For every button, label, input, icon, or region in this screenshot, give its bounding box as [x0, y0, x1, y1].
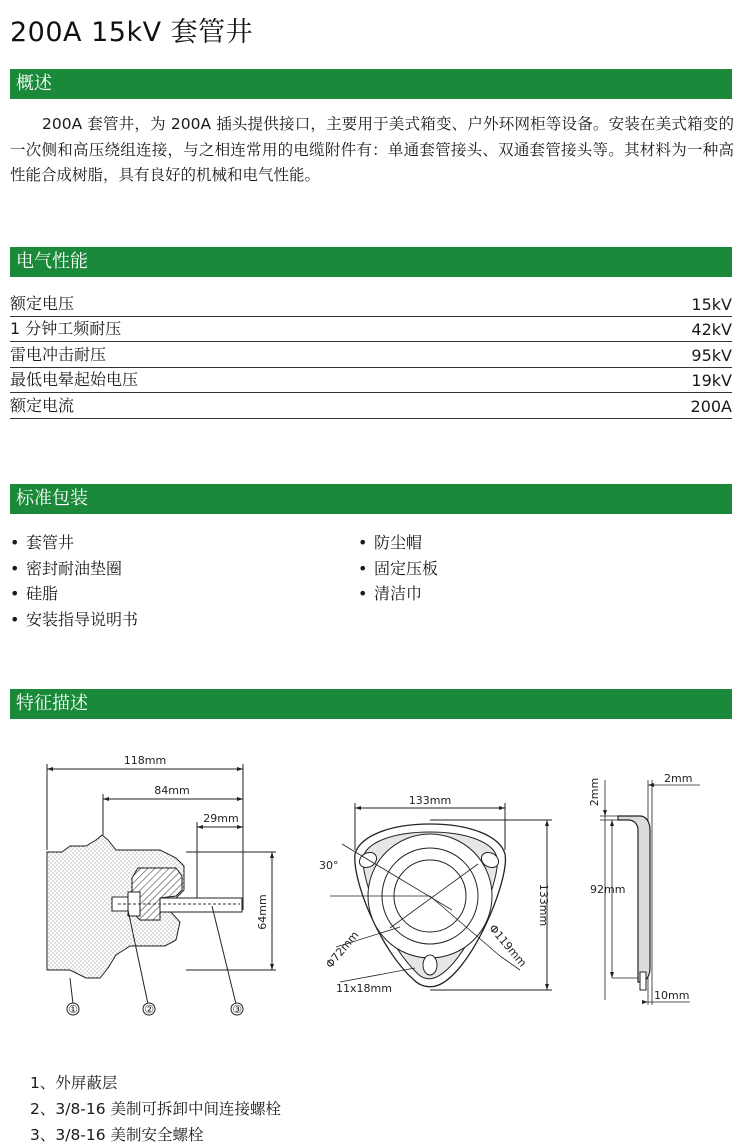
page-title: 200A 15kV 套管井 — [10, 17, 254, 48]
bullet: • — [358, 533, 368, 552]
technical-drawing — [0, 740, 740, 1040]
list-item-label: 密封耐油垫圈 — [26, 558, 123, 578]
list-item — [10, 556, 138, 582]
spec-label: 额定电流 — [10, 395, 75, 415]
callout-3: ③ — [232, 1003, 242, 1016]
section-header-overview: 概述 — [10, 69, 732, 99]
legend-item: 1、外屏蔽层 — [30, 1074, 118, 1092]
spec-value: 15kV — [691, 294, 732, 314]
list-item — [10, 581, 138, 607]
list-item — [10, 607, 138, 633]
side-view — [47, 764, 276, 1004]
package-list-left — [10, 530, 138, 633]
dim-angle: 30° — [319, 859, 339, 872]
dim-29: 29mm — [203, 812, 239, 825]
spec-label: 雷电冲击耐压 — [10, 344, 107, 364]
section-header-electrical: 电气性能 — [10, 247, 732, 277]
spec-value: 19kV — [691, 371, 732, 390]
dim-slot: 11x18mm — [336, 982, 392, 995]
bullet: • — [10, 610, 20, 630]
dim-133-height: 133mm — [537, 883, 550, 927]
list-item-label: 防尘帽 — [374, 533, 423, 552]
bullet: • — [10, 558, 20, 578]
dim-133-width: 133mm — [408, 794, 452, 807]
legend-item: 2、3/8-16 美制可拆卸中间连接螺栓 — [30, 1100, 282, 1118]
callout-2: ② — [144, 1003, 154, 1016]
callout-1: ① — [68, 1003, 78, 1016]
spec-row — [10, 317, 732, 343]
dim-118: 118mm — [123, 754, 167, 767]
dim-phi72: Φ72mm — [323, 928, 362, 971]
dim-10: 10mm — [654, 989, 690, 1002]
dim-2mm-vertical: 2mm — [588, 777, 601, 807]
section-header-features: 特征描述 — [10, 689, 732, 719]
list-item — [358, 581, 438, 607]
spec-label: 额定电压 — [10, 293, 75, 313]
legend-item: 3、3/8-16 美制安全螺栓 — [30, 1126, 204, 1144]
dim-84: 84mm — [154, 784, 190, 797]
spec-row — [10, 393, 732, 419]
spec-label: 最低电晕起始电压 — [10, 370, 139, 389]
spec-row — [10, 368, 732, 394]
list-item — [358, 530, 438, 556]
section-header-package: 标准包装 — [10, 484, 732, 514]
bullet: • — [358, 584, 368, 604]
electrical-spec-table — [10, 291, 732, 419]
list-item-label: 固定压板 — [374, 558, 439, 578]
dim-92: 92mm — [590, 883, 626, 896]
package-list-right — [358, 530, 438, 607]
dim-phi119: Φ119mm — [486, 922, 530, 970]
list-item — [10, 530, 138, 556]
list-item-label: 清洁巾 — [374, 584, 423, 604]
spec-value: 42kV — [691, 320, 732, 339]
spec-value: 200A — [690, 396, 732, 416]
list-item-label: 硅脂 — [26, 584, 59, 604]
overview-text: 200A 套管井，为 200A 插头提供接口，主要用于美式箱变、户外环网柜等设备。安装在美式箱变的一次侧和高压绕组连接，与之相连常用的电缆附件有：单通套管接头、双通套管接头等。其材料为一种高性能合成树脂，具有良好的机械和电气性能。 — [10, 115, 734, 184]
list-item-label: 套管井 — [26, 533, 75, 552]
feature-legend — [30, 1070, 281, 1148]
bullet: • — [10, 584, 20, 604]
list-item-label: 安装指导说明书 — [26, 610, 139, 630]
spec-row — [10, 342, 732, 368]
dim-64: 64mm — [256, 894, 269, 930]
list-item — [358, 556, 438, 582]
spec-label: 1 分钟工频耐压 — [10, 319, 122, 338]
bullet: • — [358, 558, 368, 578]
callout-markers — [67, 1003, 243, 1015]
spec-value: 95kV — [691, 345, 732, 365]
bullet: • — [10, 533, 20, 552]
dim-2mm-horizontal: 2mm — [664, 772, 693, 785]
spec-row — [10, 291, 732, 317]
